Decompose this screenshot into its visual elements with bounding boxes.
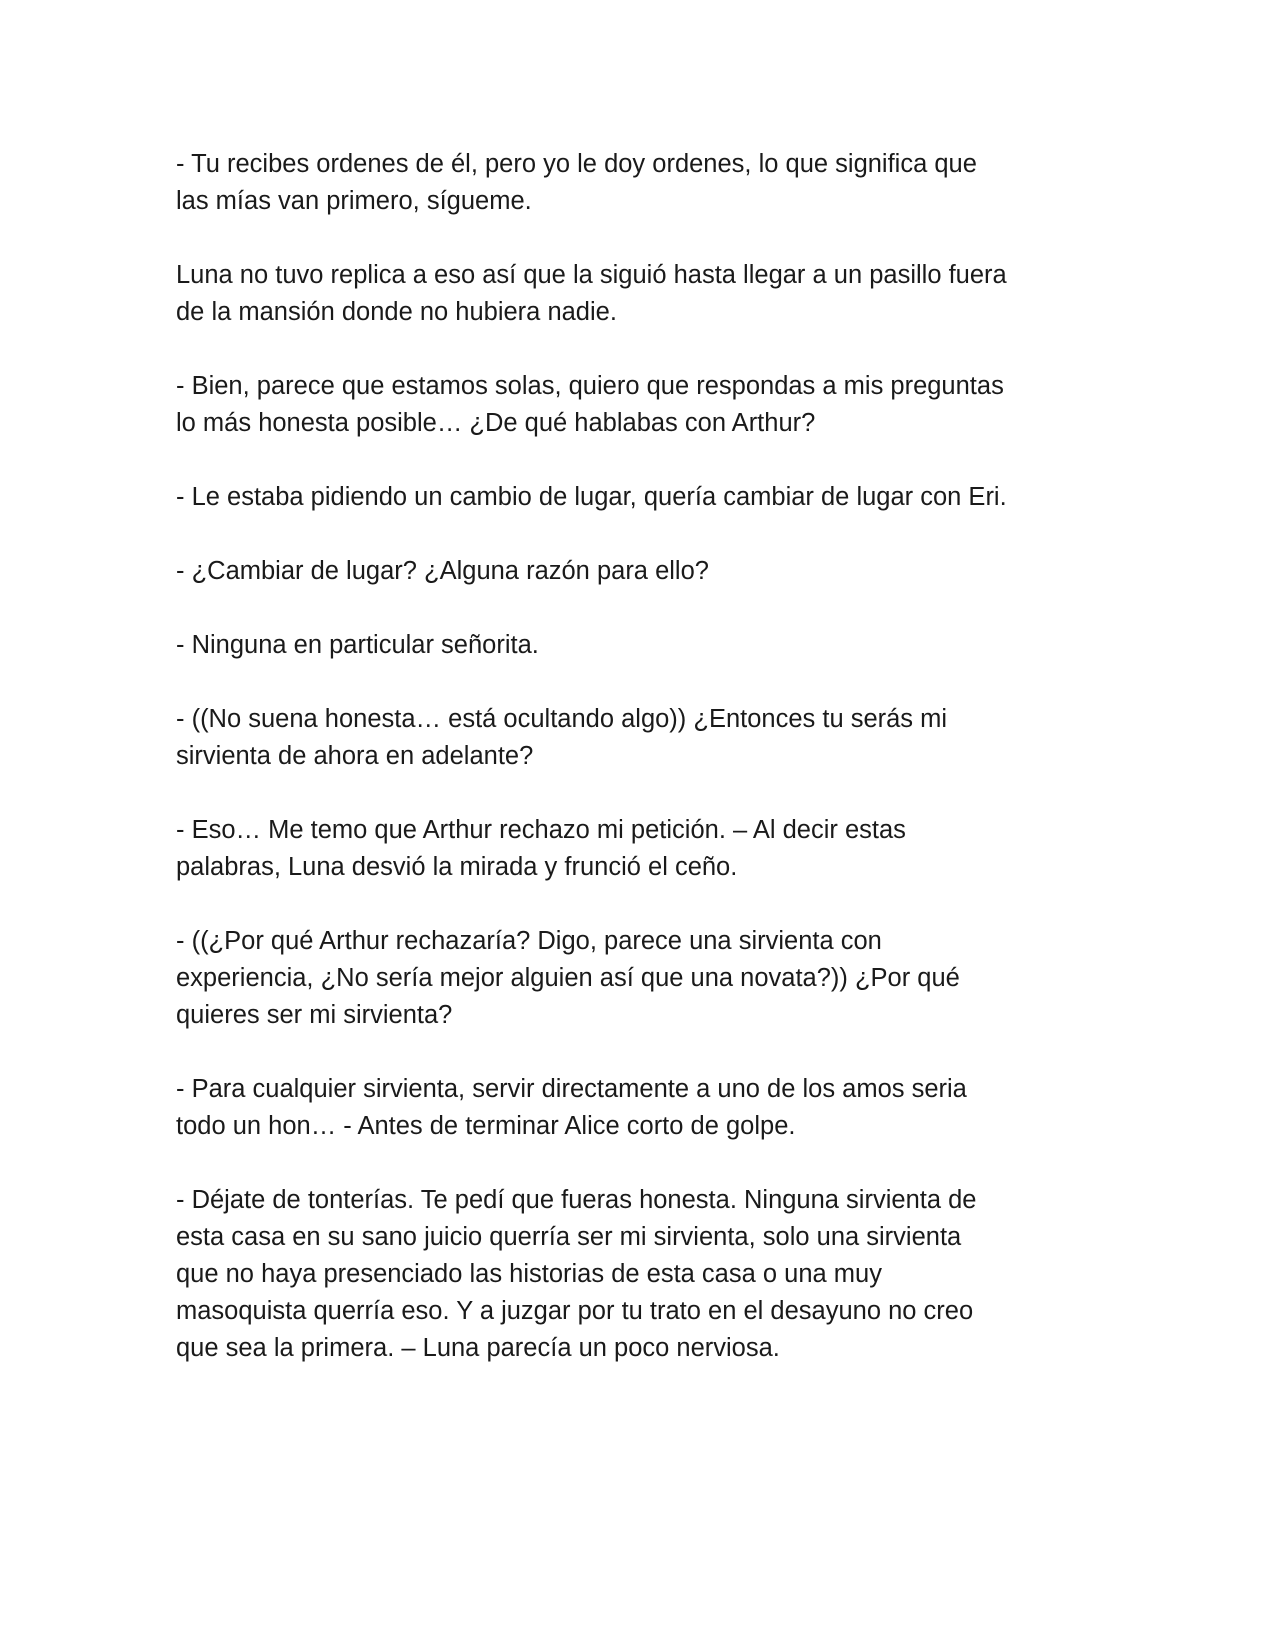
- text-line: - ¿Cambiar de lugar? ¿Alguna razón para ello?: [176, 557, 709, 585]
- document-body: [176, 146, 1111, 1367]
- text-line: palabras, Luna desvió la mirada y frunció el ceño.: [176, 853, 738, 881]
- text-line: - ((¿Por qué Arthur rechazaría? Digo, parece una sirvienta con: [176, 927, 882, 955]
- text-line: - Ninguna en particular señorita.: [176, 631, 539, 659]
- text-line: lo más honesta posible… ¿De qué hablabas con Arthur?: [176, 409, 816, 437]
- paragraph-5: [176, 553, 1111, 590]
- paragraph-3: [176, 368, 1111, 442]
- paragraph-2: [176, 257, 1111, 331]
- paragraph-11: [176, 1182, 1111, 1367]
- paragraph-1: [176, 146, 1111, 220]
- text-line: - Déjate de tonterías. Te pedí que fueras honesta. Ninguna sirvienta de: [176, 1186, 977, 1214]
- text-line: sirvienta de ahora en adelante?: [176, 742, 534, 770]
- text-line: - Eso… Me temo que Arthur rechazo mi petición. – Al decir estas: [176, 816, 906, 844]
- text-line: de la mansión donde no hubiera nadie.: [176, 298, 617, 326]
- paragraph-8: [176, 812, 1111, 886]
- text-line: - Bien, parece que estamos solas, quiero que respondas a mis preguntas: [176, 372, 1004, 400]
- paragraph-6: [176, 627, 1111, 664]
- text-line: - Para cualquier sirvienta, servir directamente a uno de los amos seria: [176, 1075, 967, 1103]
- text-line: que sea la primera. – Luna parecía un poco nerviosa.: [176, 1334, 780, 1362]
- text-line: - Tu recibes ordenes de él, pero yo le doy ordenes, lo que significa que: [176, 150, 977, 178]
- text-line: masoquista querría eso. Y a juzgar por tu trato en el desayuno no creo: [176, 1297, 974, 1325]
- text-line: todo un hon… - Antes de terminar Alice corto de golpe.: [176, 1112, 796, 1140]
- text-line: las mías van primero, sígueme.: [176, 187, 532, 215]
- text-line: - ((No suena honesta… está ocultando algo)) ¿Entonces tu serás mi: [176, 705, 948, 733]
- text-line: Luna no tuvo replica a eso así que la siguió hasta llegar a un pasillo fuera: [176, 261, 1007, 289]
- paragraph-7: [176, 701, 1111, 775]
- text-line: quieres ser mi sirvienta?: [176, 1001, 453, 1029]
- paragraph-9: [176, 923, 1111, 1034]
- paragraph-10: [176, 1071, 1111, 1145]
- text-line: esta casa en su sano juicio querría ser mi sirvienta, solo una sirvienta: [176, 1223, 962, 1251]
- text-line: - Le estaba pidiendo un cambio de lugar, quería cambiar de lugar con Eri.: [176, 483, 1007, 511]
- text-line: experiencia, ¿No sería mejor alguien así que una novata?)) ¿Por qué: [176, 964, 960, 992]
- paragraph-4: [176, 479, 1111, 516]
- text-line: que no haya presenciado las historias de esta casa o una muy: [176, 1260, 882, 1288]
